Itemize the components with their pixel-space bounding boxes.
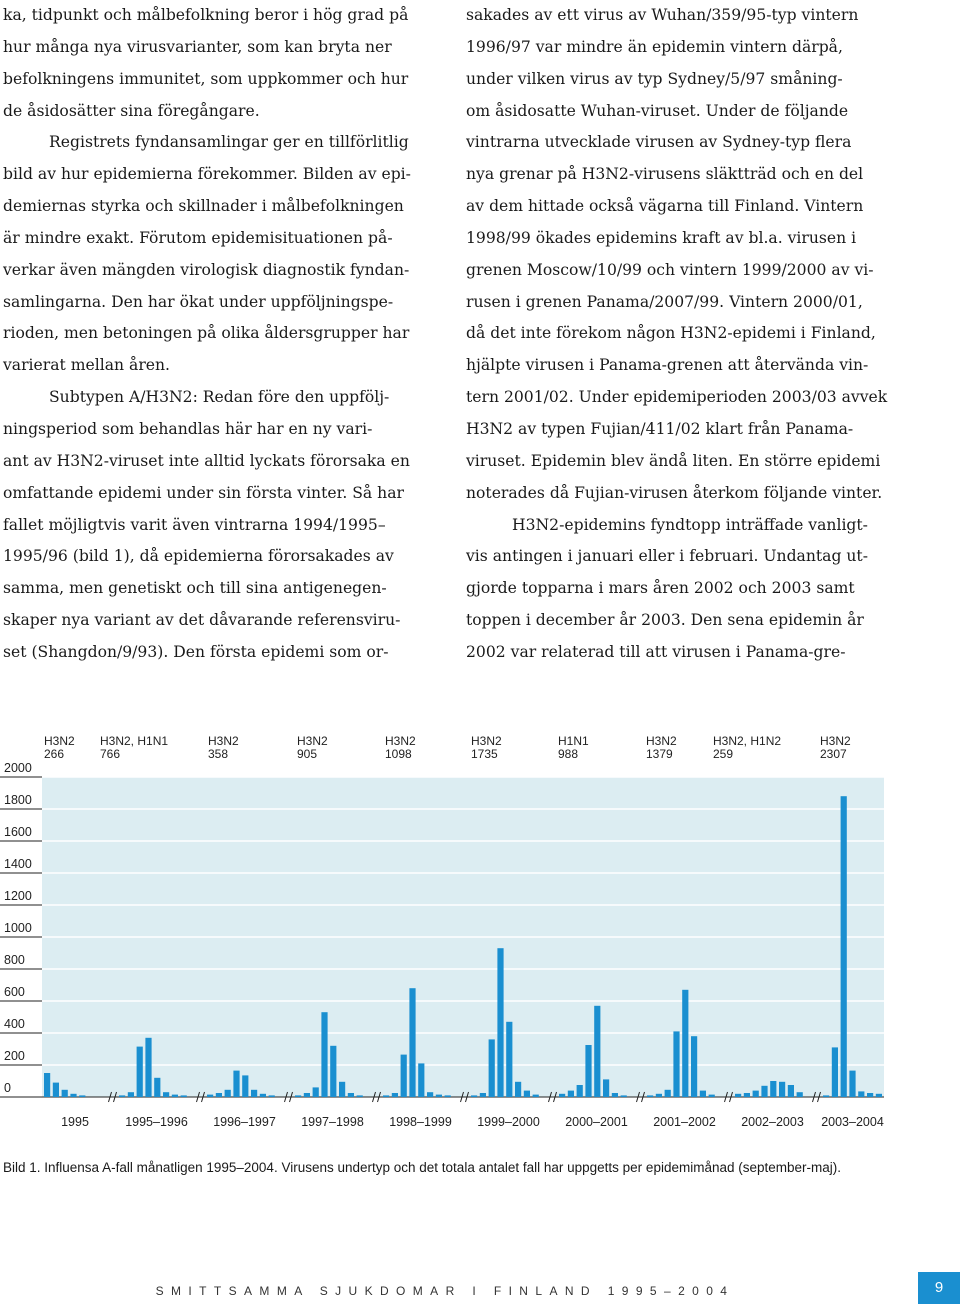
total-label: 1379 (646, 747, 673, 761)
total-label: 259 (713, 747, 734, 761)
text-line: H3N2 av typen Fujian/411/02 klart från Panama- (466, 419, 854, 438)
chart-bar (383, 1095, 389, 1097)
chart-bar (119, 1095, 125, 1097)
chart-bar (841, 796, 847, 1097)
y-tick-label: 1200 (4, 889, 32, 903)
chart-bar (577, 1085, 583, 1097)
chart-bar (876, 1094, 882, 1097)
chart-bar (744, 1093, 750, 1097)
chart-bar (163, 1092, 169, 1097)
text-line: av dem hittade också vägarna till Finland. Vintern (466, 197, 864, 216)
total-label: 358 (208, 747, 229, 761)
y-tick-label: 800 (4, 953, 25, 967)
text-line: tern 2001/02. Under epidemiperioden 2003/03 avvek (466, 388, 888, 407)
text-line: viruset. Epidemin blev ändå liten. En större epidemi (466, 451, 881, 470)
total-label: 266 (44, 747, 65, 761)
chart-bar (445, 1095, 451, 1097)
text-line: verkar även mängden virologisk diagnostik fyndan- (3, 260, 410, 279)
text-line: vis antingen i januari eller i februari. Undantag ut- (466, 547, 868, 566)
chart-bar (585, 1045, 591, 1097)
text-line: vintrarna utvecklade virusen av Sydney-typ flera (466, 133, 852, 152)
text-line: grenen Moscow/10/99 och vintern 1999/2000 av vi- (466, 260, 874, 279)
chart-bar (216, 1093, 222, 1097)
chart-bar (480, 1093, 486, 1097)
x-tick-label: 2000–2001 (565, 1115, 628, 1129)
chart-bar (207, 1095, 213, 1097)
subtype-label: H3N2 (471, 734, 502, 748)
chart-bar (321, 1012, 327, 1097)
chart-bar (797, 1092, 803, 1097)
chart-bar (779, 1082, 785, 1097)
text-line: samlingarna. Den har ökat under uppföljningspe- (3, 292, 394, 311)
y-tick-label: 600 (4, 985, 25, 999)
text-line: ka, tidpunkt och målbefolkning beror i hög grad på (3, 6, 409, 24)
text-line: är mindre exakt. Förutom epidemisituationen på- (3, 228, 393, 247)
text-line: ant av H3N2-viruset inte alltid lyckats förorsaka en (3, 451, 410, 470)
chart-bar (418, 1063, 424, 1097)
text-line: rioden, men betoningen på olika åldersgrupper har (3, 324, 410, 343)
text-line: sakades av ett virus av Wuhan/359/95-typ vintern (466, 6, 859, 24)
text-line: 1998/99 ökades epidemins kraft av bl.a. virusen i (466, 228, 857, 247)
text-line: varierat mellan åren. (3, 356, 171, 375)
chart-bar (172, 1095, 178, 1097)
chart-bar (79, 1095, 85, 1097)
chart-bar (656, 1094, 662, 1097)
chart-bar (673, 1031, 679, 1097)
chart-bar (832, 1047, 838, 1097)
chart-bar (260, 1094, 266, 1097)
text-line: ningsperiod som behandlas här har en ny vari- (3, 419, 373, 438)
chart-bar (154, 1078, 160, 1097)
chart-bar (357, 1095, 363, 1097)
chart-bar (436, 1095, 442, 1097)
y-tick-label: 400 (4, 1017, 25, 1031)
chart-bar (823, 1095, 829, 1097)
chart-bar (313, 1087, 319, 1097)
chart-bar (392, 1093, 398, 1097)
x-tick-label: 1999–2000 (477, 1115, 540, 1129)
chart-bar (867, 1093, 873, 1097)
text-line: samma, men genetiskt och till sina antigenegen- (3, 579, 387, 598)
y-tick-label: 2000 (4, 761, 32, 775)
chart-bar (533, 1095, 539, 1097)
chart-bar (53, 1083, 59, 1097)
text-line: 1995/96 (bild 1), då epidemierna förorsakades av (3, 547, 394, 566)
chart-bar (709, 1095, 715, 1097)
chart-bar (770, 1081, 776, 1097)
chart-bar (612, 1093, 618, 1097)
x-tick-label: 1997–1998 (301, 1115, 364, 1129)
chart-bar (128, 1092, 134, 1097)
chart-bar (761, 1086, 767, 1097)
influenza-bar-chart (0, 722, 960, 1142)
chart-bar (753, 1091, 759, 1097)
chart-bar (603, 1079, 609, 1097)
chart-bar (427, 1092, 433, 1097)
text-line: set (Shangdon/9/93). Den första epidemi som or- (3, 642, 389, 661)
subtype-label: H3N2 (44, 734, 75, 748)
text-line: under vilken virus av typ Sydney/5/97 småning- (466, 69, 843, 88)
total-label: 905 (297, 747, 318, 761)
total-label: 1735 (471, 747, 498, 761)
chart-bar (788, 1085, 794, 1097)
text-line: nya grenar på H3N2-virusens släktträd och en del (466, 165, 864, 184)
right-text-column (466, 0, 936, 669)
chart-bar (471, 1095, 477, 1097)
chart-bar (339, 1082, 345, 1097)
x-tick-label: 2001–2002 (653, 1115, 716, 1129)
text-line: om åsidosatte Wuhan-viruset. Under de följande (466, 101, 849, 120)
chart-bar (691, 1036, 697, 1097)
text-line: bild av hur epidemierna förekommer. Bilden av epi- (3, 165, 411, 184)
text-line: de åsidosätter sina föregångare. (3, 101, 260, 120)
x-tick-label: 1995–1996 (125, 1115, 188, 1129)
chart-bar (330, 1046, 336, 1097)
page-footer: SMITTSAMMA SJUKDOMAR I FINLAND 1995–2004 (155, 1284, 735, 1298)
x-tick-label: 2002–2003 (741, 1115, 804, 1129)
chart-bar (594, 1006, 600, 1097)
subtype-label: H3N2 (646, 734, 677, 748)
subtype-label: H3N2, H1N2 (713, 734, 782, 748)
subtype-label: H3N2 (820, 734, 851, 748)
text-line: Registrets fyndansamlingar ger en tillförlitlig (49, 133, 409, 152)
chart-bar (735, 1094, 741, 1097)
total-label: 988 (558, 747, 579, 761)
chart-bar (621, 1095, 627, 1097)
text-line: 2002 var relaterad till att virusen i Panama-gre- (466, 642, 846, 661)
page-number: 9 (918, 1272, 960, 1304)
chart-bar (225, 1090, 231, 1097)
y-tick-label: 0 (4, 1081, 11, 1095)
subtype-label: H3N2, H1N1 (100, 734, 169, 748)
subtype-label: H3N2 (297, 734, 328, 748)
chart-bar (137, 1047, 143, 1097)
y-tick-label: 1000 (4, 921, 32, 935)
chart-bar (44, 1073, 50, 1097)
x-tick-label: 2003–2004 (821, 1115, 884, 1129)
chart-svg (0, 722, 960, 1142)
y-tick-label: 1400 (4, 857, 32, 871)
y-tick-label: 1600 (4, 825, 32, 839)
chart-bar (515, 1082, 521, 1097)
text-line: hjälpte virusen i Panama-grenen att återvända vin- (466, 356, 869, 375)
x-tick-label: 1998–1999 (389, 1115, 452, 1129)
chart-bar (304, 1093, 310, 1097)
chart-bar (181, 1095, 187, 1097)
chart-bar (568, 1091, 574, 1097)
figure-caption: Bild 1. Influensa A-fall månatligen 1995–2004. Virusens undertyp och det totala antalet fall har uppgetts per epidemimånad (september-maj). (3, 1160, 842, 1175)
chart-bar (506, 1022, 512, 1097)
text-line: Subtypen A/H3N2: Redan före den uppfölj- (49, 388, 390, 407)
chart-bar (849, 1071, 855, 1097)
chart-bar (62, 1090, 68, 1097)
chart-bar (489, 1039, 495, 1097)
x-tick-label: 1995 (61, 1115, 89, 1129)
total-label: 1098 (385, 747, 412, 761)
total-label: 766 (100, 747, 121, 761)
left-text-column (3, 0, 453, 669)
x-tick-label: 1996–1997 (213, 1115, 276, 1129)
text-line: fallet möjligtvis varit även vintrarna 1994/1995– (3, 515, 386, 534)
chart-bar (401, 1055, 407, 1097)
text-line: 1996/97 var mindre än epidemin vintern därpå, (466, 37, 843, 56)
chart-bar (70, 1094, 76, 1097)
text-line: omfattande epidemi under sin första vinter. Så har (3, 483, 404, 502)
chart-bar (251, 1090, 257, 1097)
text-line: skaper nya variant av det dåvarande referensviru- (3, 611, 401, 630)
chart-bar (858, 1091, 864, 1097)
chart-bar (559, 1094, 565, 1097)
subtype-label: H1N1 (558, 734, 589, 748)
chart-bar (145, 1038, 151, 1097)
subtype-label: H3N2 (208, 734, 239, 748)
text-line: befolkningens immunitet, som uppkommer och hur (3, 69, 409, 88)
y-tick-label: 200 (4, 1049, 25, 1063)
chart-bar (295, 1095, 301, 1097)
y-tick-label: 1800 (4, 793, 32, 807)
chart-bar (409, 988, 415, 1097)
chart-bar (700, 1091, 706, 1097)
chart-bar (497, 948, 503, 1097)
subtype-label: H3N2 (385, 734, 416, 748)
text-line: rusen i grenen Panama/2007/99. Vintern 2000/01, (466, 292, 863, 311)
text-line: toppen i december år 2003. Den sena epidemin år (466, 611, 864, 630)
total-label: 2307 (820, 747, 847, 761)
chart-bar (233, 1071, 239, 1097)
text-line: gjorde topparna i mars åren 2002 och 2003 samt (466, 579, 855, 598)
text-line: hur många nya virusvarianter, som kan bryta ner (3, 37, 392, 56)
text-line: noterades då Fujian-virusen återkom följande vinter. (466, 483, 883, 502)
chart-bar (242, 1075, 248, 1097)
text-line: demiernas styrka och skillnader i målbefolkningen (3, 197, 404, 216)
chart-bar (348, 1093, 354, 1097)
text-line: då det inte förekom någon H3N2-epidemi i Finland, (466, 324, 876, 343)
chart-bar (269, 1095, 275, 1097)
chart-bar (665, 1090, 671, 1097)
chart-bar (524, 1091, 530, 1097)
chart-bar (682, 990, 688, 1097)
text-line: H3N2-epidemins fyndtopp inträffade vanligt- (512, 515, 868, 534)
chart-bar (647, 1095, 653, 1097)
